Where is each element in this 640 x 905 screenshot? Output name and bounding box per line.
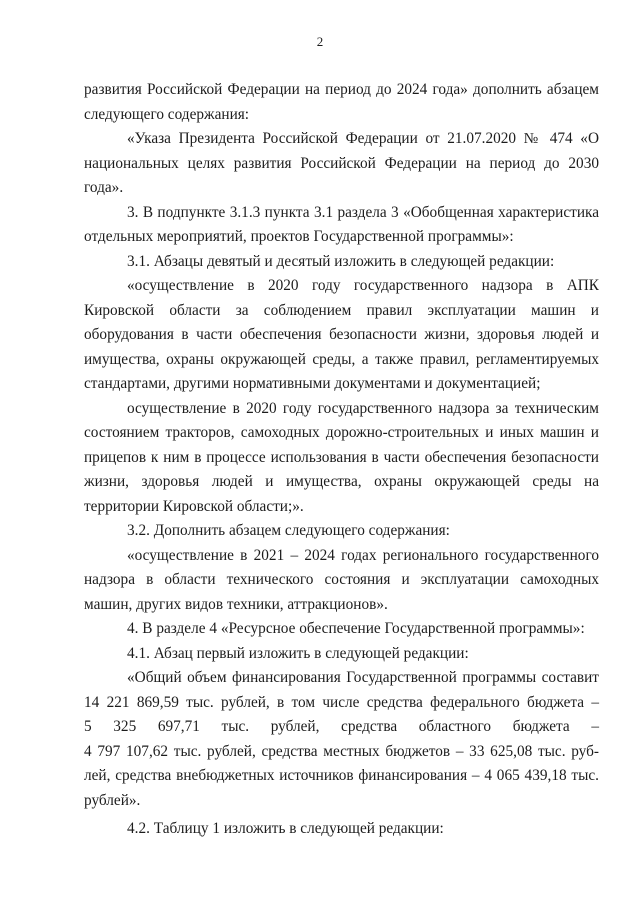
financing-word: 697,71 <box>157 718 200 735</box>
financing-word: бюджета <box>512 718 570 735</box>
financing-word: тыс. <box>221 718 250 735</box>
financing-word: – <box>591 718 599 735</box>
paragraph: 4.2. Таблицу 1 изложить в следующей редакции: <box>127 820 444 837</box>
financing-word: 5 <box>84 718 92 735</box>
financing-line: «Общий объем финансирования Государственной программы составит <box>127 669 599 686</box>
financing-word: 325 <box>113 718 137 735</box>
page-number: 2 <box>316 34 324 49</box>
financing-word: областного <box>418 718 492 735</box>
paragraph: 3. В подпункте 3.1.3 пункта 3.1 раздела 3 «Обобщенная характеристика отдельных мероприятий, проектов Государственной программы»: <box>84 203 599 245</box>
financing-line: рублей». <box>84 791 141 809</box>
financing-word: рублей, <box>270 718 320 735</box>
paragraph: «осуществление в 2021 – 2024 годах регионального государственного надзора в области технического состояния и эксплуатации самоходных машин, других видов техники, аттракционов». <box>84 546 599 613</box>
paragraph: 4.1. Абзац первый изложить в следующей редакции: <box>127 644 469 662</box>
paragraph: 4. В разделе 4 «Ресурсное обеспечение Государственной программы»: <box>127 620 585 637</box>
financing-paragraph <box>84 666 599 813</box>
paragraph: 3.2. Дополнить абзацем следующего содержания: <box>127 522 450 539</box>
financing-line: лей, средства внебюджетных источников финансирования – 4 065 439,18 тыс. <box>84 767 599 784</box>
financing-word: средства <box>341 718 398 735</box>
financing-line: 4 797 107,62 тыс. рублей, средства местных бюджетов – 33 625,08 тыс. руб- <box>84 742 599 760</box>
paragraph: развития Российской Федерации на период до 2024 года» дополнить абзацем следующего содержания: <box>84 81 599 123</box>
paragraph: «Указа Президента Российской Федерации от 21.07.2020 № 474 «О национальных целях развития Российской Федерации на период до 2030 года». <box>84 130 599 196</box>
paragraph: осуществление в 2020 году государственного надзора за техническим состоянием тракторов, самоходных дорожно-строительных и иных машин и прицепов к ним в процессе использования в части обеспечения безопасности жизни, здоровья людей и имущества, охраны окружающей среды на территории Кировской области;». <box>84 399 599 515</box>
document-body <box>84 78 599 842</box>
paragraph: 3.1. Абзацы девятый и десятый изложить в следующей редакции: <box>127 252 555 270</box>
paragraph: «осуществление в 2020 году государственного надзора в АПК Кировской области за соблюдением правил эксплуатации машин и оборудования в части обеспечения безопасности жизни, здоровья людей и имущества, охраны окружающей среды, а также правил, регламентируемых стандартами, другими нормативными документами и документацией; <box>84 277 599 392</box>
financing-line: 14 221 869,59 тыс. рублей, в том числе средства федерального бюджета – <box>84 693 599 711</box>
financing-spread-line <box>84 715 599 740</box>
